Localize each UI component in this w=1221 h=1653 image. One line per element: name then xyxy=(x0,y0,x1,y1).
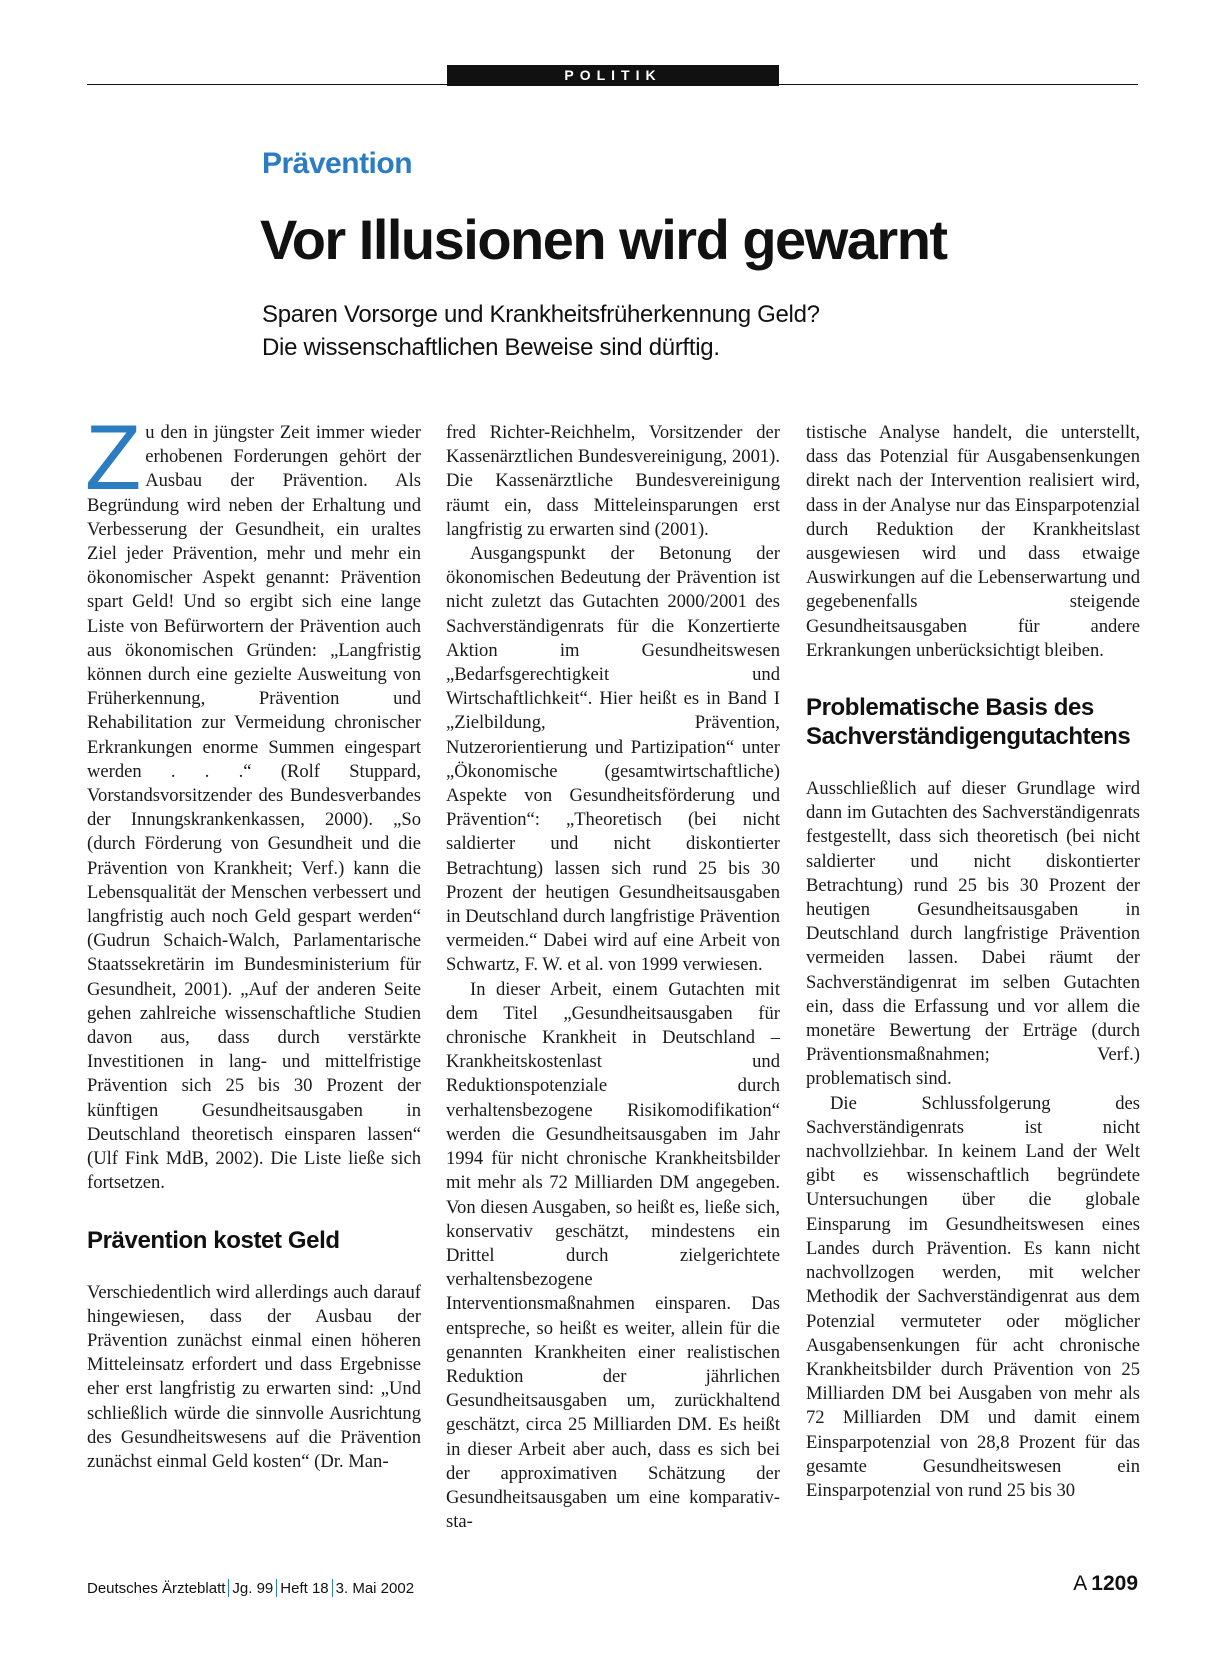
paragraph: Ausschließlich auf dieser Grundlage wird dann im Gutachten des Sachverständigenrats festgestellt, dass sich theoretisch (bei nicht saldierter und nicht diskontierter Betrachtung) rund 25 bis 30 Prozent der heutigen Gesundheitsausgaben in Deutschland durch langfristige Prävention vermeiden lassen. Dabei räumt der Sachverständigenrat im selben Gutachten ein, dass die Erfassung und vor allem die monetäre Bewertung der Erträge (durch Präventionsmaßnahmen; Verf.) problematisch sind. xyxy=(806,778,1140,1090)
page-number xyxy=(1073,1572,1138,1596)
column-3 xyxy=(806,421,1140,1503)
section-heading xyxy=(806,693,1140,751)
subline-line-2: Die wissenschaftlichen Beweise sind dürftig. xyxy=(262,334,720,361)
footer-separator xyxy=(276,1579,277,1597)
journal-issue: Heft 18 xyxy=(280,1580,329,1597)
journal-name: Deutsches Ärzteblatt xyxy=(87,1580,226,1597)
footer-separator xyxy=(332,1579,333,1597)
heading-line-2: Sachverständigengutachtens xyxy=(806,723,1131,751)
section-heading: Prävention kostet Geld xyxy=(87,1226,340,1254)
paragraph: tistische Analyse handelt, die unterstellt, dass das Potenzial für Ausgabensenkungen direkt nach der Intervention realisiert wird, dass in der Analyse nur das Einsparpotenzial durch Reduktion der Krankheitslast ausgewiesen wird und dass etwaige Auswirkungen auf die Lebenserwartung und gegebenenfalls steigende Gesundheitsausgaben für andere Erkrankungen unberücksichtigt bleiben. xyxy=(806,422,1140,661)
column-1 xyxy=(85,407,421,1474)
drop-cap: Z xyxy=(85,407,142,509)
article-kicker: Prävention xyxy=(262,147,413,180)
journal-date: 3. Mai 2002 xyxy=(335,1580,415,1597)
footer-separator xyxy=(228,1579,229,1597)
paragraph xyxy=(85,407,421,1196)
paragraph: Verschiedentlich wird allerdings auch darauf hingewiesen, dass der Ausbau der Prävention zunächst einmal einen höheren Mitteleinsatz erfordert und dass Ergebnisse eher erst langfristig zu erwarten sind: „Und schließlich würde die sinnvolle Ausrichtung des Gesundheitswesens auf die Prävention zunächst einmal Geld kosten“ (Dr. Man- xyxy=(87,1281,421,1472)
article-subline xyxy=(262,298,820,364)
column-2 xyxy=(446,421,780,1534)
header-rule xyxy=(87,84,1138,85)
article-headline: Vor Illusionen wird gewarnt xyxy=(260,208,947,271)
page-prefix: A xyxy=(1073,1572,1088,1595)
paragraph: Die Schlussfolgerung des Sachverständigenrats ist nicht nachvollziehbar. In keinem Land der Welt gibt es wissenschaftlich begründete Untersuchungen über die globale Einsparung im Gesundheitswesen eines Landes durch Prävention. Es kann nicht nachvollzogen werden, mit welcher Methodik der Sachverständigenrat aus dem Potenzial vermuteter oder möglicher Ausgabensenkungen für acht chronische Krankheitsbilder durch Prävention von 25 Milliarden DM bei Ausgaben von mehr als 72 Milliarden DM und damit einem Einsparpotenzial von 28,8 Prozent für das gesamte Gesundheitswesen ein Einsparpotenzial von rund 25 bis 30 xyxy=(806,1092,1140,1501)
section-label: POLITIK xyxy=(447,65,779,86)
page-number-value: 1209 xyxy=(1091,1572,1138,1595)
subline-line-1: Sparen Vorsorge und Krankheitsfrüherkennung Geld? xyxy=(262,301,820,328)
page-footer xyxy=(87,1579,414,1597)
paragraph-text: u den in jüngster Zeit immer wieder erhobenen Forderungen gehört der Ausbau der Prävention. Als Begründung wird neben der Erhaltung und Verbesserung der Gesundheit, ein uraltes Ziel jeder Prävention, mehr und mehr ein ökonomischer Aspekt genannt: Prävention spart Geld! Und so ergibt sich eine lange Liste von Befürwortern der Prävention auch aus ökonomischen Gründen: „Langfristig können durch eine gezielte Ausweitung von Früherkennung, Prävention und Rehabilitation zur Vermeidung chronischer Erkrankungen enorme Summen eingespart werden . . .“ (Rolf Stuppard, Vorstandsvorsitzender des Bundesverbandes der Innungskrankenkassen, 2000). „So (durch Förderung von Gesundheit und die Prävention von Krankheit; Verf.) kann die Lebensqualität der Menschen verbessert und langfristig auch noch Geld gespart werden“ (Gudrun Schaich-Walch, Parlamentarische Staatssekretärin im Bundesministerium für Gesundheit, 2001). „Auf der anderen Seite gehen zahlreiche wissenschaftliche Studien davon aus, dass durch verstärkte Investitionen in lang- und mittelfristige Prävention sich 25 bis 30 Prozent der künftigen Gesundheitsausgaben in Deutschland theoretisch einsparen lassen“ (Ulf Fink MdB, 2002). Die Liste ließe sich fortsetzen. xyxy=(87,422,421,1194)
paragraph: In dieser Arbeit, einem Gutachten mit dem Titel „Gesundheitsausgaben für chronische Krankheit in Deutschland – Krankheitskostenlast und Reduktionspotenziale durch verhaltensbezogene Risikomodifikation“ werden die Gesundheitsausgaben im Jahr 1994 für nicht chronische Krankheitsbilder mit mehr als 72 Milliarden DM angegeben. Von diesen Ausgaben, so heißt es, ließe sich, konservativ geschätzt, mindestens ein Drittel durch zielgerichtete verhaltensbezogene Interventionsmaßnahmen einsparen. Das entspreche, so heißt es weiter, allein für die genannten Krankheiten einer realistischen Reduktion der jährlichen Gesundheitsausgaben um, zurückhaltend geschätzt, circa 25 Milliarden DM. Es heißt in dieser Arbeit aber auch, dass es sich bei der approximativen Schätzung der Gesundheitsausgaben um eine komparativ-sta- xyxy=(446,978,780,1533)
heading-line-1: Problematische Basis des xyxy=(806,694,1094,722)
journal-volume: Jg. 99 xyxy=(232,1580,274,1597)
paragraph: fred Richter-Reichhelm, Vorsitzender der Kassenärztlichen Bundesvereinigung, 2001). Die Kassenärztliche Bundesvereinigung räumt ein, dass Mitteleinsparungen erst langfristig zu erwarten sind (2001). xyxy=(446,422,780,540)
paragraph: Ausgangspunkt der Betonung der ökonomischen Bedeutung der Prävention ist nicht zuletzt das Gutachten 2000/2001 des Sachverständigenrats für die Konzertierte Aktion im Gesundheitswesen „Bedarfsgerechtigkeit und Wirtschaftlichkeit“. Hier heißt es in Band I „Zielbildung, Prävention, Nutzerorientierung und Partizipation“ unter „Ökonomische (gesamtwirtschaftliche) Aspekte von Gesundheitsförderung und Prävention“: „Theoretisch (bei nicht saldierter und nicht diskontierter Betrachtung) lassen sich rund 25 bis 30 Prozent der heutigen Gesundheitsausgaben in Deutschland durch langfristige Prävention vermeiden.“ Dabei wird auf eine Arbeit von Schwartz, F. W. et al. von 1999 verwiesen. xyxy=(446,543,780,976)
